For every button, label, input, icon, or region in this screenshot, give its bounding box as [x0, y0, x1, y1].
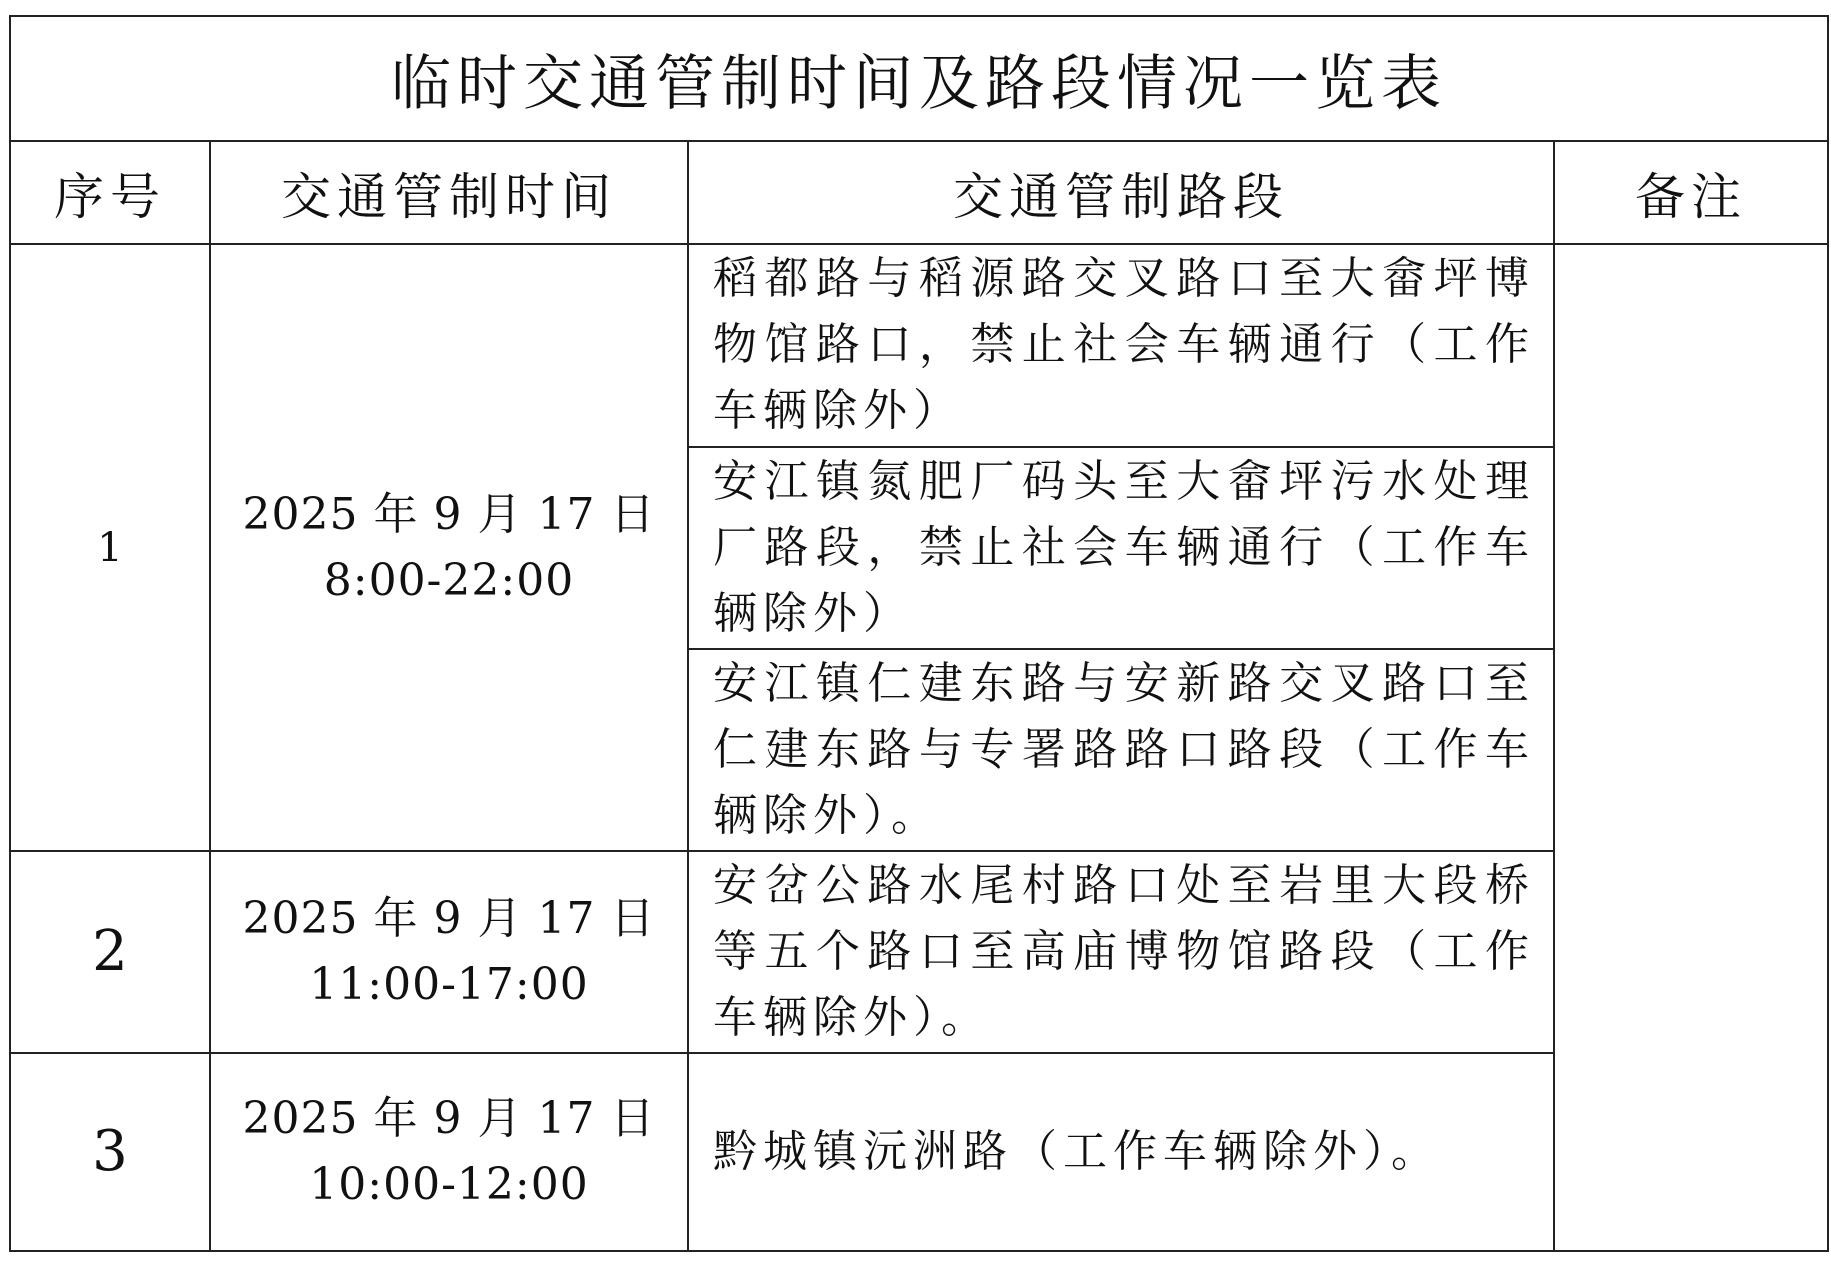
- row-2-road-1: 安岔公路水尾村路口处至岩里大段桥等五个路口至高庙博物馆路段（工作车辆除外）。: [688, 851, 1554, 1053]
- row-3-date: 2025 年 9 月 17 日: [242, 1092, 656, 1144]
- row-1-hours: 8:00-22:00: [323, 554, 575, 606]
- row-2-date: 2025 年 9 月 17 日: [242, 892, 656, 944]
- header-note: 备注: [1554, 141, 1828, 244]
- row-3-seq: 3: [10, 1053, 210, 1251]
- row-1-road-1: 稻都路与稻源路交叉路口至大畲坪博物馆路口，禁止社会车辆通行（工作车辆除外）: [688, 244, 1554, 446]
- header-road: 交通管制路段: [688, 141, 1554, 244]
- row-1-seq: 1: [10, 244, 210, 850]
- control-table-wrapper: [9, 15, 1827, 1252]
- title-row: [10, 16, 1828, 141]
- row-3-road-1: 黔城镇沅洲路（工作车辆除外）。: [688, 1053, 1554, 1251]
- table-title: 临时交通管制时间及路段情况一览表: [10, 16, 1828, 141]
- row-3-hours: 10:00-12:00: [309, 1158, 589, 1210]
- row-1-date: 2025 年 9 月 17 日: [242, 488, 656, 540]
- row-1-road-3: 安江镇仁建东路与安新路交叉路口至仁建东路与专署路路口路段（工作车辆除外）。: [688, 649, 1554, 851]
- traffic-control-table: [9, 15, 1829, 1252]
- header-seq: 序号: [10, 141, 210, 244]
- row-1-time: [210, 244, 688, 850]
- row-2-seq: 2: [10, 851, 210, 1053]
- row-2-hours: 11:00-17:00: [309, 958, 589, 1010]
- table-row: [10, 244, 1828, 446]
- row-1-road-2: 安江镇氮肥厂码头至大畲坪污水处理厂路段，禁止社会车辆通行（工作车辆除外）: [688, 447, 1554, 649]
- row-2-time: [210, 851, 688, 1053]
- row-3-time: [210, 1053, 688, 1251]
- header-time: 交通管制时间: [210, 141, 688, 244]
- header-row: [10, 141, 1828, 244]
- note-cell: [1554, 244, 1828, 1251]
